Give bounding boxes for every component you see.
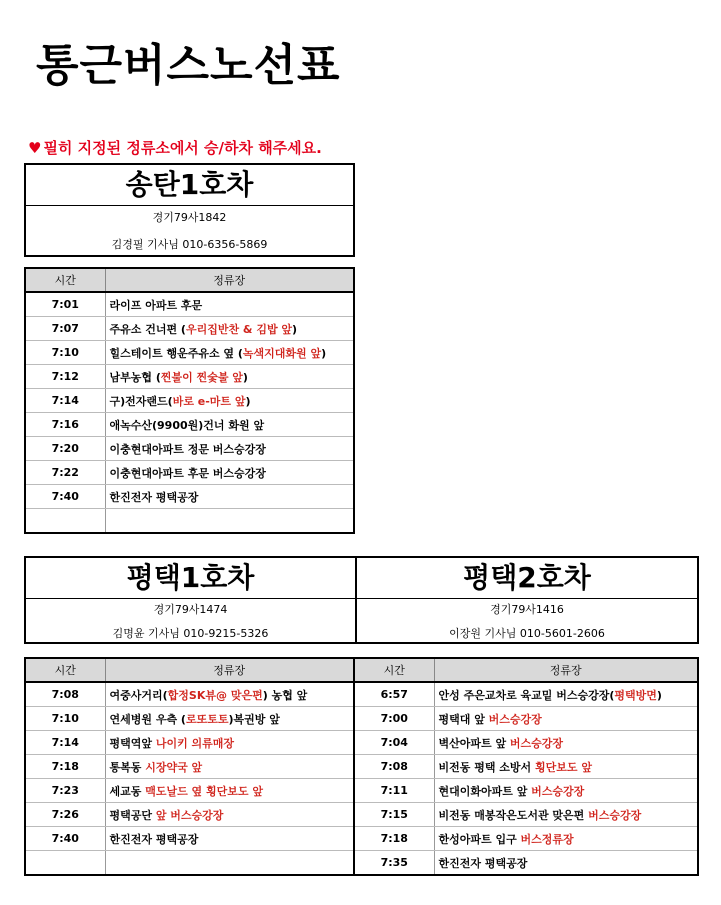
bus-name: 평택2호차: [357, 558, 697, 599]
stop-landmark: 버스승강장: [531, 784, 585, 798]
stop-time: [25, 851, 105, 876]
schedule-row: [25, 851, 354, 876]
schedule-row: [25, 803, 354, 827]
stop-text: 비전동 평택 소방서: [438, 760, 535, 774]
stop-time: 7:18: [25, 755, 105, 779]
stop-landmark: 버스승강장: [488, 712, 542, 726]
stop-time: 7:11: [354, 779, 434, 803]
schedule-row: [25, 437, 354, 461]
stop-time: 6:57: [354, 682, 434, 707]
col-header-time: 시간: [25, 268, 105, 292]
schedule-row: [354, 851, 698, 876]
schedule-row: [25, 509, 354, 534]
stop-time: 7:12: [25, 365, 105, 389]
col-header-stop: 정류장: [105, 658, 354, 682]
stop-time: 7:01: [25, 292, 105, 317]
stop-name: [434, 707, 698, 731]
stop-text: 남부농협 (: [109, 370, 161, 384]
page-title: 통근버스노선표: [36, 40, 341, 91]
stop-text: ): [292, 322, 298, 336]
bus-name: 평택1호차: [26, 558, 355, 599]
stop-text: 여중사거리(: [109, 688, 168, 702]
stop-name: [105, 803, 354, 827]
stop-text: 한성아파트 입구: [438, 832, 521, 846]
stop-name: [434, 827, 698, 851]
stop-name: [105, 389, 354, 413]
schedule-table-songtan1: [24, 267, 355, 534]
bus-plate: 경기79사1416: [490, 603, 564, 616]
stop-name: [434, 851, 698, 876]
stop-name: [434, 803, 698, 827]
stop-landmark: 맥도날드 옆 횡단보도 앞: [145, 784, 263, 798]
heart-icon: ♥: [28, 139, 42, 157]
stop-text: 구)전자랜드(: [109, 394, 173, 408]
stop-text: 평택공단: [109, 808, 156, 822]
stop-text: 벽산아파트 앞: [438, 736, 510, 750]
stop-time: 7:16: [25, 413, 105, 437]
stop-time: 7:10: [25, 341, 105, 365]
stop-time: 7:15: [354, 803, 434, 827]
stop-name: [434, 731, 698, 755]
stop-landmark: 우리집반찬 & 김밥 앞: [185, 322, 293, 336]
bus-driver: 김명윤 기사님 010-9215-5326: [112, 627, 269, 640]
stop-name: [105, 682, 354, 707]
col-header-stop: 정류장: [434, 658, 698, 682]
stop-name: [105, 851, 354, 876]
stop-time: 7:40: [25, 485, 105, 509]
schedule-row: [25, 292, 354, 317]
bus-header-pyeongtaek1: [26, 558, 355, 642]
bus-name: 송탄1호차: [26, 165, 353, 206]
stop-time: 7:26: [25, 803, 105, 827]
schedule-table-pyeongtaek2: [353, 657, 699, 876]
stop-text: )복권방 앞: [228, 712, 280, 726]
schedule-row: [354, 755, 698, 779]
schedule-row: [354, 707, 698, 731]
schedule-body: [354, 682, 698, 875]
stop-text: 이충현대아파트 정문 버스승강장: [109, 442, 266, 456]
stop-time: 7:35: [354, 851, 434, 876]
schedule-row: [25, 365, 354, 389]
stop-time: 7:20: [25, 437, 105, 461]
schedule-row: [354, 779, 698, 803]
stop-text: 안성 주은교차로 육교밑 버스승강장(: [438, 688, 615, 702]
schedule-row: [354, 803, 698, 827]
stop-time: 7:07: [25, 317, 105, 341]
stop-text: 현대이화아파트 앞: [438, 784, 532, 798]
stop-landmark: 합정SK뷰@ 맞은편: [167, 688, 263, 702]
stop-time: 7:00: [354, 707, 434, 731]
stop-text: ): [656, 688, 662, 702]
stop-text: 한진전자 평택공장: [109, 490, 199, 504]
stop-time: 7:18: [354, 827, 434, 851]
stop-time: [25, 509, 105, 534]
stop-name: [434, 779, 698, 803]
stop-name: [105, 341, 354, 365]
stop-time: 7:14: [25, 731, 105, 755]
stop-text: ) 농협 앞: [262, 688, 308, 702]
stop-text: 한진전자 평택공장: [438, 856, 528, 870]
stop-name: [105, 779, 354, 803]
schedule-row: [25, 755, 354, 779]
schedule-row: [25, 731, 354, 755]
stop-text: ): [242, 370, 248, 384]
notice: [28, 137, 322, 158]
col-header-time: 시간: [25, 658, 105, 682]
stop-time: 7:22: [25, 461, 105, 485]
stop-landmark: 바로 e-마트 앞: [172, 394, 246, 408]
schedule-body: [25, 292, 354, 533]
stop-time: 7:23: [25, 779, 105, 803]
stop-text: 주유소 건너편 (: [109, 322, 186, 336]
bus-driver: 이장원 기사님 010-5601-2606: [449, 627, 605, 640]
stop-time: 7:40: [25, 827, 105, 851]
schedule-row: [25, 461, 354, 485]
stop-text: 평택대 앞: [438, 712, 489, 726]
schedule-row: [25, 389, 354, 413]
stop-name: [105, 437, 354, 461]
schedule-row: [354, 682, 698, 707]
stop-text: 라이프 아파트 후문: [109, 298, 203, 312]
stop-time: 7:08: [354, 755, 434, 779]
stop-text: ): [245, 394, 251, 408]
stop-name: [105, 707, 354, 731]
stop-time: 7:04: [354, 731, 434, 755]
stop-name: [434, 755, 698, 779]
bus-header-pyeongtaek2: [355, 558, 697, 642]
stop-text: 한진전자 평택공장: [109, 832, 199, 846]
stop-landmark: 시장약국 앞: [145, 760, 203, 774]
schedule-row: [25, 317, 354, 341]
schedule-row: [354, 731, 698, 755]
stop-landmark: 버스승강장: [588, 808, 642, 822]
schedule-row: [25, 827, 354, 851]
stop-landmark: 앞 버스승강장: [155, 808, 224, 822]
stop-landmark: 평택방면: [614, 688, 657, 702]
bus-driver: 김경필 기사님 010-6356-5869: [111, 238, 268, 251]
schedule-row: [354, 827, 698, 851]
schedule-table-pyeongtaek1: [24, 657, 355, 876]
schedule-body: [25, 682, 354, 875]
stop-text: 애녹수산(9900원)건너 화원 앞: [109, 418, 265, 432]
stop-text: 이충현대아파트 후문 버스승강장: [109, 466, 266, 480]
stop-landmark: 나이키 의류매장: [155, 736, 235, 750]
stop-text: 연세병원 우측 (: [109, 712, 186, 726]
bus-header-pyeongtaek: [24, 556, 699, 644]
stop-landmark: 로또토토: [185, 712, 229, 726]
stop-time: 7:10: [25, 707, 105, 731]
stop-name: [105, 485, 354, 509]
stop-name: [434, 682, 698, 707]
stop-landmark: 녹색지대화원 앞: [242, 346, 322, 360]
schedule-row: [25, 682, 354, 707]
stop-name: [105, 461, 354, 485]
stop-name: [105, 413, 354, 437]
stop-name: [105, 292, 354, 317]
stop-text: 세교동: [109, 784, 146, 798]
stop-time: 7:08: [25, 682, 105, 707]
schedule-row: [25, 485, 354, 509]
stop-name: [105, 827, 354, 851]
schedule-row: [25, 413, 354, 437]
col-header-time: 시간: [354, 658, 434, 682]
schedule-row: [25, 779, 354, 803]
stop-text: 통복동: [109, 760, 146, 774]
stop-text: 비전동 매봉작은도서관 맞은편: [438, 808, 589, 822]
stop-text: ): [321, 346, 327, 360]
col-header-stop: 정류장: [105, 268, 354, 292]
bus-plate: 경기79사1474: [153, 603, 228, 616]
stop-name: [105, 365, 354, 389]
schedule-row: [25, 341, 354, 365]
bus-plate: 경기79사1842: [152, 211, 227, 224]
stop-landmark: 버스정류장: [520, 832, 574, 846]
stop-text: 평택역앞: [109, 736, 156, 750]
bus-header-songtan1: [24, 163, 355, 257]
stop-time: 7:14: [25, 389, 105, 413]
stop-landmark: 버스승강장: [509, 736, 564, 750]
stop-name: [105, 731, 354, 755]
stop-name: [105, 317, 354, 341]
notice-text: 필히 지정된 정류소에서 승/하차 해주세요.: [43, 139, 322, 157]
stop-landmark: 찐불이 찐숯불 앞: [160, 370, 243, 384]
stop-landmark: 횡단보도 앞: [535, 760, 592, 774]
stop-name: [105, 755, 354, 779]
schedule-row: [25, 707, 354, 731]
stop-name: [105, 509, 354, 534]
stop-text: 힐스테이트 행운주유소 옆 (: [109, 346, 243, 360]
